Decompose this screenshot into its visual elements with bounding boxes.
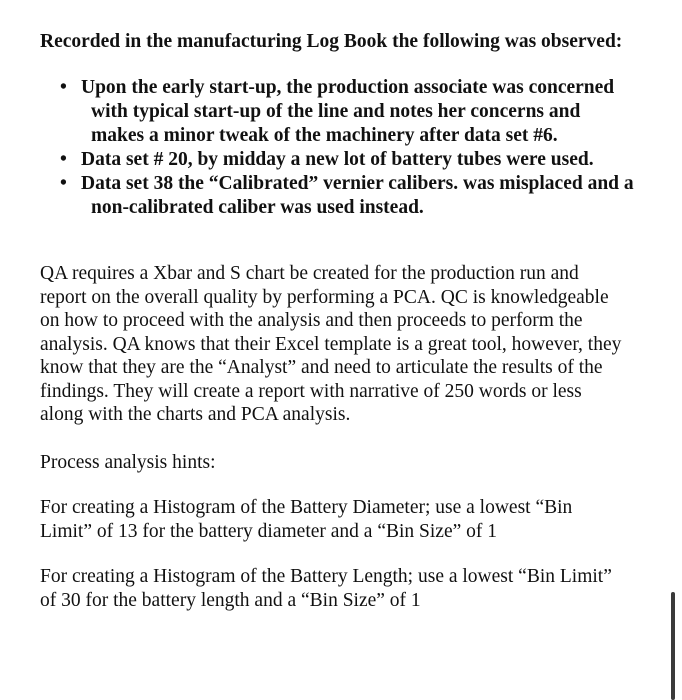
observation-1-line-3: makes a minor tweak of the machinery after data set #6. bbox=[91, 125, 558, 146]
observation-item-2 bbox=[40, 148, 645, 172]
qa-line-3: on how to proceed with the analysis and then proceeds to perform the bbox=[40, 310, 583, 331]
bullet-icon: • bbox=[60, 149, 67, 170]
observation-1-line-2: with typical start-up of the line and notes her concerns and bbox=[91, 101, 581, 122]
observation-list bbox=[40, 76, 645, 220]
qa-line-4: analysis. QA knows that their Excel template is a great tool, however, they bbox=[40, 333, 622, 355]
hints-title-text: Process analysis hints: bbox=[40, 451, 216, 473]
hint-length-line-2: of 30 for the battery length and a “Bin Size” of 1 bbox=[40, 589, 421, 611]
document-page bbox=[40, 30, 645, 612]
hint-length-paragraph bbox=[40, 565, 645, 612]
hint-diameter-line-1: For creating a Histogram of the Battery Diameter; use a lowest “Bin bbox=[40, 497, 573, 518]
bullet-icon: • bbox=[60, 77, 67, 98]
hints-title bbox=[40, 451, 645, 475]
vertical-scrollbar[interactable] bbox=[671, 592, 675, 700]
observation-item-1 bbox=[40, 76, 645, 148]
observation-2-line-1: Data set # 20, by midday a new lot of battery tubes were used. bbox=[81, 149, 594, 170]
observation-3-line-2: non-calibrated caliber was used instead. bbox=[91, 197, 424, 218]
bullet-icon: • bbox=[60, 173, 67, 194]
hint-diameter-paragraph bbox=[40, 496, 645, 543]
qa-line-7: along with the charts and PCA analysis. bbox=[40, 404, 351, 425]
hint-length-line-1: For creating a Histogram of the Battery Length; use a lowest “Bin Limit” bbox=[40, 566, 612, 587]
log-book-heading: Recorded in the manufacturing Log Book the following was observed: bbox=[40, 31, 623, 52]
qa-line-2: report on the overall quality by performing a PCA. QC is knowledgeable bbox=[40, 286, 609, 308]
qa-line-1: QA requires a Xbar and S chart be created for the production run and bbox=[40, 263, 579, 284]
hint-diameter-line-2: Limit” of 13 for the battery diameter and a “Bin Size” of 1 bbox=[40, 520, 498, 542]
qa-requirements-paragraph bbox=[40, 262, 645, 427]
qa-line-6: findings. They will create a report with narrative of 250 words or less bbox=[40, 380, 582, 402]
observation-3-line-1: Data set 38 the “Calibrated” vernier calibers. was misplaced and a bbox=[81, 173, 634, 194]
observation-item-3 bbox=[40, 172, 645, 220]
qa-line-5: know that they are the “Analyst” and need to articulate the results of the bbox=[40, 357, 603, 378]
observation-1-line-1: Upon the early start-up, the production associate was concerned bbox=[81, 77, 615, 98]
